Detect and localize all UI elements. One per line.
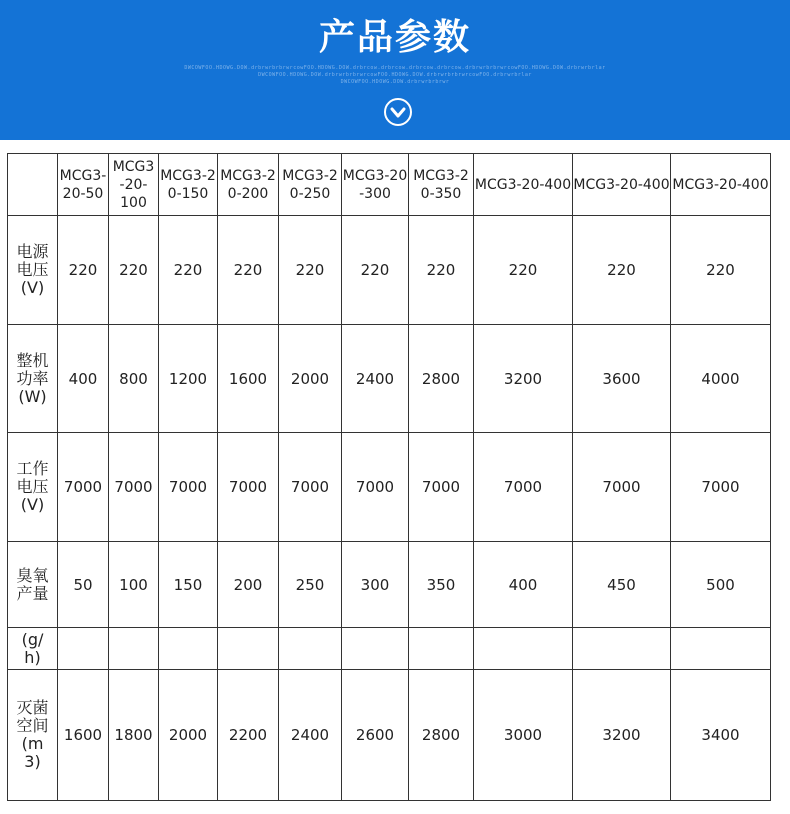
table-cell: 7000 [342,433,409,542]
decorative-text: DWCOWFOO.HDOWG.DOW.drbrwrbrbrwrcowFOO.HDOWG.DOW.drbrcow.drbrcow.drbrcow.drbrcow.drbrwrbrbrwrcowFOO.HDOWG.DOW.drbrwrbrlar [184,65,606,71]
table-cell: 2600 [342,670,409,801]
table-cell: 7000 [474,433,573,542]
table-cell: 450 [573,542,671,628]
table-cell: 50 [58,542,109,628]
table-cell: 1600 [218,325,279,433]
column-header: MCG3-2 0-350 [409,154,474,216]
column-header: MCG3-20-400 [474,154,573,216]
table-cell: 7000 [671,433,771,542]
table-cell: 220 [279,216,342,325]
table-cell [342,628,409,670]
table-cell: 220 [342,216,409,325]
row-label: 电源电压(V) [8,216,58,325]
table-row [8,670,771,801]
table-cell: 220 [109,216,159,325]
table-cell: 7000 [279,433,342,542]
chevron-down-icon[interactable] [383,97,413,127]
table-cell: 300 [342,542,409,628]
table-row [8,542,771,628]
table-cell: 3200 [573,670,671,801]
table-cell [474,628,573,670]
row-label: 工作电压(V) [8,433,58,542]
table-cell: 220 [159,216,218,325]
column-header: MCG3-20 -300 [342,154,409,216]
table-cell: 220 [573,216,671,325]
row-label: 灭菌空间(m3) [8,670,58,801]
row-label: (g/h) [8,628,58,670]
table-cell: 1800 [109,670,159,801]
table-cell: 100 [109,542,159,628]
column-header: MCG3-20-400 [671,154,771,216]
table-cell: 3000 [474,670,573,801]
table-cell: 2000 [279,325,342,433]
table-header-row [8,154,771,216]
table-cell: 800 [109,325,159,433]
table-row [8,628,771,670]
row-label: 整机功率(W) [8,325,58,433]
column-header: MCG3-2 0-250 [279,154,342,216]
decorative-text: DWCOWFOO.HDOWG.DOW.drbrwrbrbrwr [340,79,450,85]
column-header: MCG3- 20-50 [58,154,109,216]
table-row [8,216,771,325]
table-cell: 7000 [159,433,218,542]
table-cell: 2800 [409,670,474,801]
table-cell: 1600 [58,670,109,801]
product-parameters-table [7,153,771,801]
table-cell: 220 [58,216,109,325]
table-cell: 7000 [58,433,109,542]
column-header: MCG3-2 0-200 [218,154,279,216]
table-cell: 400 [58,325,109,433]
table-cell [58,628,109,670]
column-header: MCG3 -20- 100 [109,154,159,216]
table-cell: 250 [279,542,342,628]
table-cell [573,628,671,670]
table-cell: 220 [409,216,474,325]
table-cell: 2400 [279,670,342,801]
table-cell: 7000 [409,433,474,542]
table-cell: 220 [474,216,573,325]
header-banner [0,0,790,140]
table-cell: 7000 [109,433,159,542]
table-cell [159,628,218,670]
column-header: MCG3-2 0-150 [159,154,218,216]
table-cell: 7000 [218,433,279,542]
table-cell: 2200 [218,670,279,801]
table-cell: 400 [474,542,573,628]
decorative-text: DWCOWFOO.HDOWG.DOW.drbrwrbrbrwrcowFOO.HDOWG.DOW.drbrwrbrbrwrcowFOO.drbrwrbrlar [258,72,532,78]
table-cell: 220 [218,216,279,325]
table-cell [218,628,279,670]
table-cell: 3600 [573,325,671,433]
table-cell: 3400 [671,670,771,801]
table-row [8,433,771,542]
corner-cell [8,154,58,216]
table-cell: 2800 [409,325,474,433]
table-cell [109,628,159,670]
table-cell: 150 [159,542,218,628]
table-cell: 1200 [159,325,218,433]
row-label: 臭氧产量 [8,542,58,628]
table-cell: 2000 [159,670,218,801]
table-cell [409,628,474,670]
table-cell: 2400 [342,325,409,433]
table-cell: 200 [218,542,279,628]
column-header: MCG3-20-400 [573,154,671,216]
table-cell: 220 [671,216,771,325]
table-cell [671,628,771,670]
page-title: 产品参数 [318,17,471,58]
table-cell: 7000 [573,433,671,542]
table-cell [279,628,342,670]
table-cell: 3200 [474,325,573,433]
table-row [8,325,771,433]
table-cell: 350 [409,542,474,628]
table-cell: 500 [671,542,771,628]
table-cell: 4000 [671,325,771,433]
